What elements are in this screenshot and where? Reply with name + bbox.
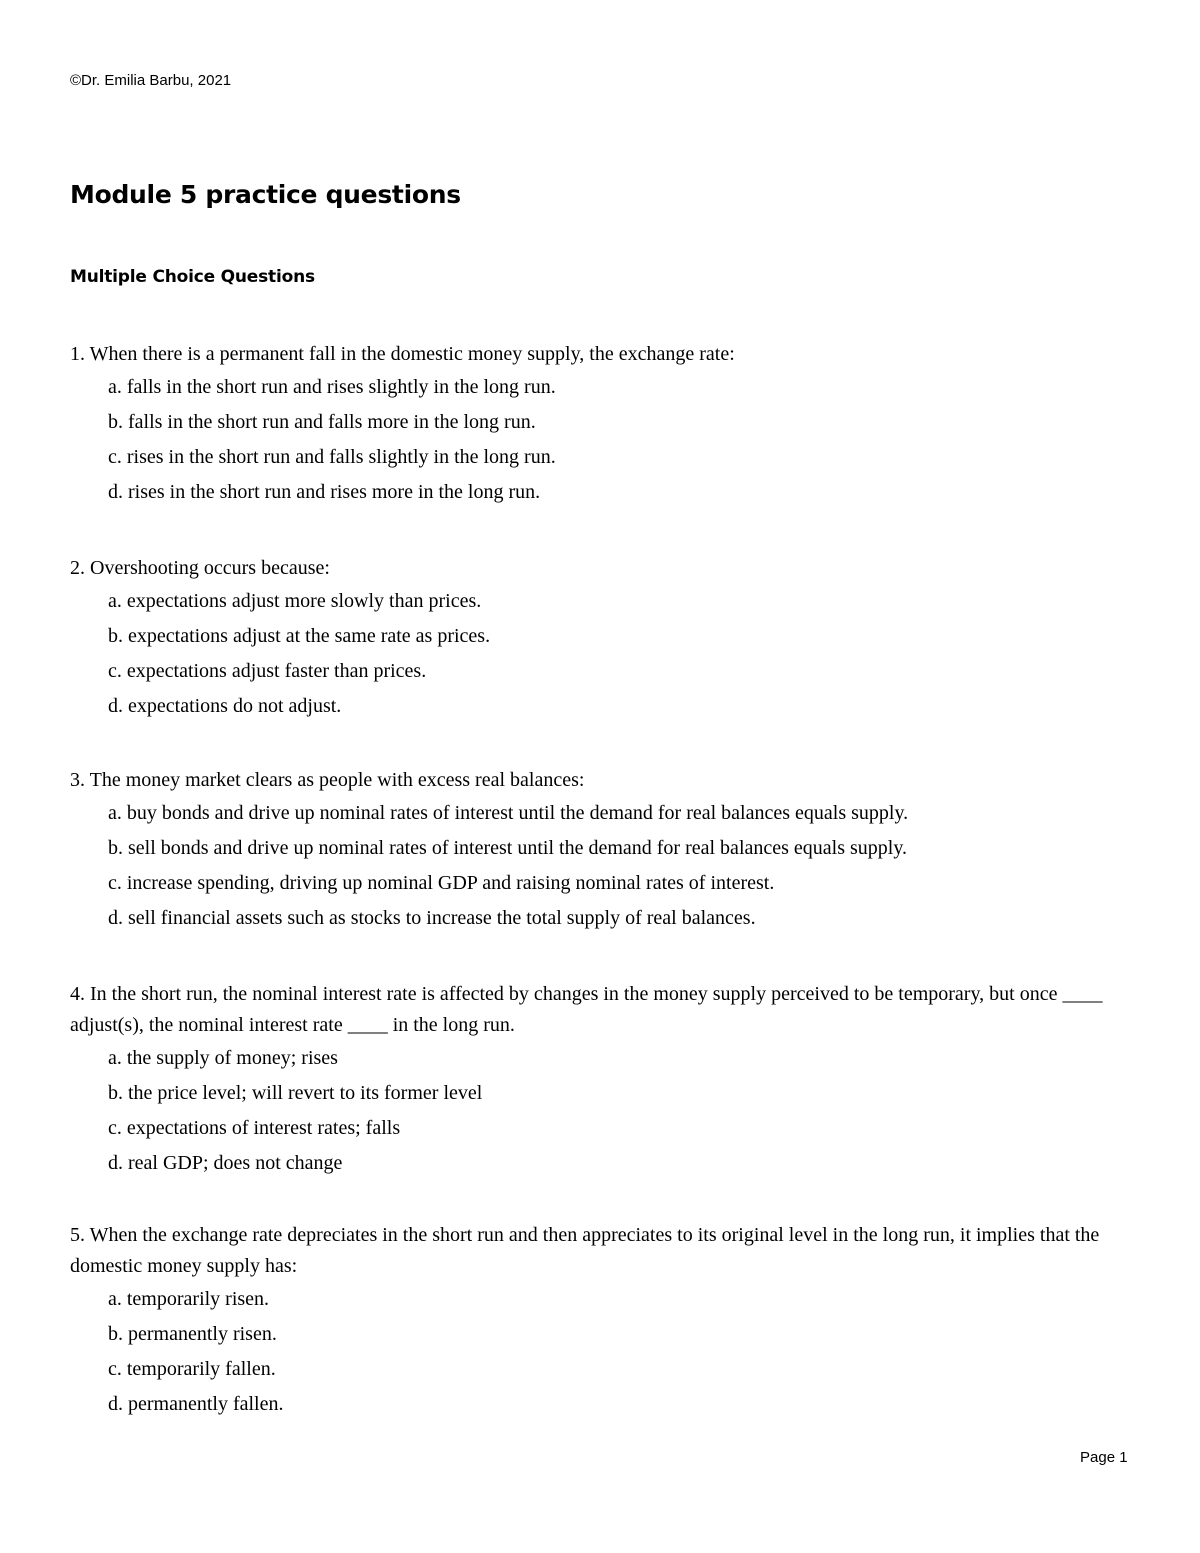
question-stem: 2. Overshooting occurs because: — [70, 557, 330, 579]
section-title: Multiple Choice Questions — [70, 267, 315, 287]
answer-option: a. falls in the short run and rises slightly in the long run. — [108, 376, 556, 398]
page-number: Page 1 — [1080, 1449, 1128, 1466]
answer-options — [70, 1282, 1140, 1422]
question-1 — [70, 339, 1140, 510]
answer-options — [70, 796, 1140, 936]
question-stem: 4. In the short run, the nominal interest rate is affected by changes in the money supply perceived to be temporary, but once ____ adjust(s), the nominal interest rate ____ in the long run. — [70, 983, 1103, 1036]
answer-option: b. falls in the short run and falls more in the long run. — [108, 411, 536, 433]
answer-option: b. permanently risen. — [108, 1323, 277, 1345]
question-5 — [70, 1220, 1140, 1422]
answer-option: d. expectations do not adjust. — [108, 695, 342, 717]
question-stem: 1. When there is a permanent fall in the domestic money supply, the exchange rate: — [70, 343, 735, 365]
question-stem: 5. When the exchange rate depreciates in the short run and then appreciates to its original level in the long run, it implies that the domestic money supply has: — [70, 1224, 1100, 1277]
answer-options — [70, 1041, 1140, 1181]
answer-option: b. the price level; will revert to its former level — [108, 1082, 483, 1104]
copyright-header: ©Dr. Emilia Barbu, 2021 — [70, 72, 232, 89]
answer-option: b. expectations adjust at the same rate as prices. — [108, 625, 491, 647]
question-stem: 3. The money market clears as people with excess real balances: — [70, 769, 585, 791]
answer-option: a. temporarily risen. — [108, 1288, 270, 1310]
question-2 — [70, 553, 1140, 724]
answer-option: d. rises in the short run and rises more in the long run. — [108, 481, 541, 503]
answer-options — [70, 584, 1140, 724]
answer-option: a. expectations adjust more slowly than prices. — [108, 590, 482, 612]
answer-option: d. real GDP; does not change — [108, 1152, 343, 1174]
answer-option: d. permanently fallen. — [108, 1393, 284, 1415]
page-title: Module 5 practice questions — [70, 180, 461, 209]
answer-option: a. the supply of money; rises — [108, 1047, 338, 1069]
question-3 — [70, 765, 1140, 936]
answer-option: a. buy bonds and drive up nominal rates of interest until the demand for real balances equals supply. — [108, 802, 909, 824]
answer-option: c. increase spending, driving up nominal GDP and raising nominal rates of interest. — [108, 872, 775, 894]
answer-option: c. expectations adjust faster than prices. — [108, 660, 427, 682]
answer-option: c. expectations of interest rates; falls — [108, 1117, 401, 1139]
question-4 — [70, 979, 1140, 1181]
answer-option: b. sell bonds and drive up nominal rates of interest until the demand for real balances equals supply. — [108, 837, 908, 859]
answer-option: d. sell financial assets such as stocks to increase the total supply of real balances. — [108, 907, 756, 929]
answer-option: c. rises in the short run and falls slightly in the long run. — [108, 446, 556, 468]
answer-options — [70, 370, 1140, 510]
answer-option: c. temporarily fallen. — [108, 1358, 276, 1380]
